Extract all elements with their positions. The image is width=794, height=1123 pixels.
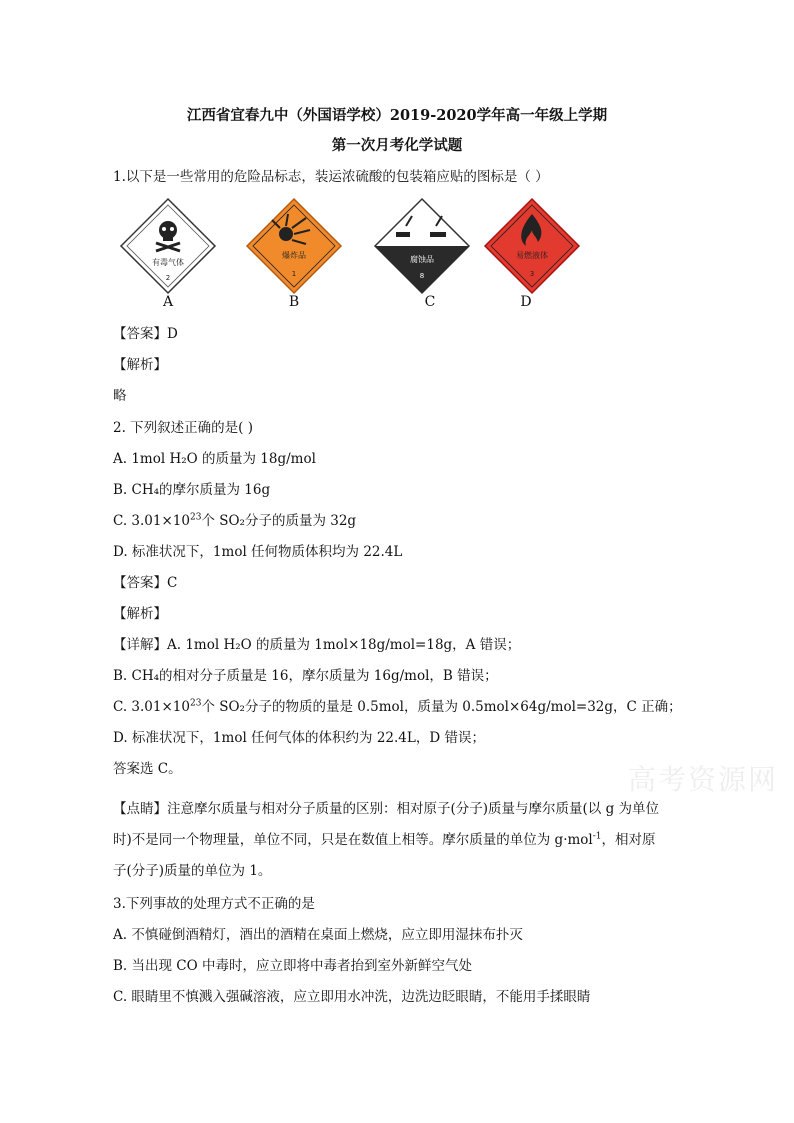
- svg-text:3: 3: [529, 270, 535, 278]
- svg-text:爆炸品: 爆炸品: [282, 251, 306, 260]
- svg-text:2: 2: [165, 274, 171, 282]
- q2-stem: 2. 下列叙述正确的是( ): [113, 420, 253, 436]
- q3-stem: 3.下列事故的处理方式不正确的是: [113, 896, 315, 912]
- sign-explosive: [244, 196, 344, 296]
- q1-answer: 【答案】D: [113, 326, 178, 342]
- q2-analysis-label: 【解析】: [113, 606, 167, 622]
- q2-option-b: B. CH₄的摩尔质量为 16g: [113, 482, 271, 498]
- q3-option-a: A. 不慎碰倒酒精灯，酒出的酒精在桌面上燃烧，应立即用湿抹布扑灭: [113, 927, 523, 943]
- document-title: 江西省宜春九中（外国语学校）2019-2020学年高一年级上学期: [186, 107, 608, 124]
- document-subtitle: 第一次月考化学试题: [331, 137, 463, 154]
- q1-analysis-label: 【解析】: [113, 357, 167, 373]
- q2-conclusion: 答案选 C。: [113, 761, 182, 777]
- sign-flammable-liquid: [482, 196, 582, 296]
- svg-text:易燃液体: 易燃液体: [516, 251, 548, 260]
- q2-option-a: A. 1mol H₂O 的质量为 18g/mol: [113, 451, 316, 467]
- q3-option-c: C. 眼睛里不慎溅入强碱溶液，应立即用水冲洗，边洗边眨眼睛，不能用手揉眼睛: [113, 989, 591, 1005]
- q1-stem: 1.以下是一些常用的危险品标志，装运浓硫酸的包装箱应贴的图标是（ ）: [113, 169, 549, 185]
- q2-option-c: C. $3.01\times 10^{23}$个 SO₂分子的质量为 32g: [113, 512, 357, 529]
- q2-answer: 【答案】C: [113, 575, 178, 591]
- option-letter-b: B: [288, 294, 300, 310]
- q2-tip-line-3: 子(分子)质量的单位为 1。: [113, 863, 272, 879]
- q1-analysis: 略: [113, 388, 127, 404]
- q3-option-b: B. 当出现 CO 中毒时，应立即将中毒者抬到室外新鲜空气处: [113, 958, 472, 974]
- q2-tip-line-1: 【点睛】注意摩尔质量与相对分子质量的区别：相对原子(分子)质量与摩尔质量(以 g 为单位: [113, 801, 660, 817]
- svg-text:8: 8: [419, 272, 425, 280]
- watermark: 高考资源网: [628, 763, 779, 796]
- option-letter-d: D: [520, 294, 532, 310]
- sign-corrosive: [372, 196, 472, 296]
- option-letter-c: C: [424, 294, 436, 310]
- q2-tip-line-2: 时)不是同一个物理量，单位不同，只是在数值上相等。摩尔质量的单位为 g·mol$^{-1}$，相对原: [113, 831, 656, 848]
- q2-detail-a: 【详解】A. 1mol H₂O 的质量为 1mol×18g/mol=18g，A 错误；: [113, 637, 521, 653]
- q2-detail-d: D. 标准状况下，1mol 任何气体的体积约为 22.4L，D 错误；: [113, 730, 485, 746]
- q2-detail-b: B. CH₄的相对分子质量是 16，摩尔质量为 16g/mol，B 错误；: [113, 668, 498, 684]
- option-letter-a: A: [162, 294, 174, 310]
- sign-toxic-gas: [118, 196, 218, 296]
- q2-option-d: D. 标准状况下，1mol 任何物质体积均为 22.4L: [113, 544, 403, 560]
- svg-text:腐蚀品: 腐蚀品: [410, 255, 434, 264]
- q2-detail-c: C. $3.01\times 10^{23}$个 SO₂分子的物质的量是 0.5mol，质量为 0.5mol×64g/mol=32g，C 正确；: [113, 698, 682, 715]
- svg-text:1: 1: [291, 270, 297, 278]
- svg-text:有毒气体: 有毒气体: [152, 258, 184, 267]
